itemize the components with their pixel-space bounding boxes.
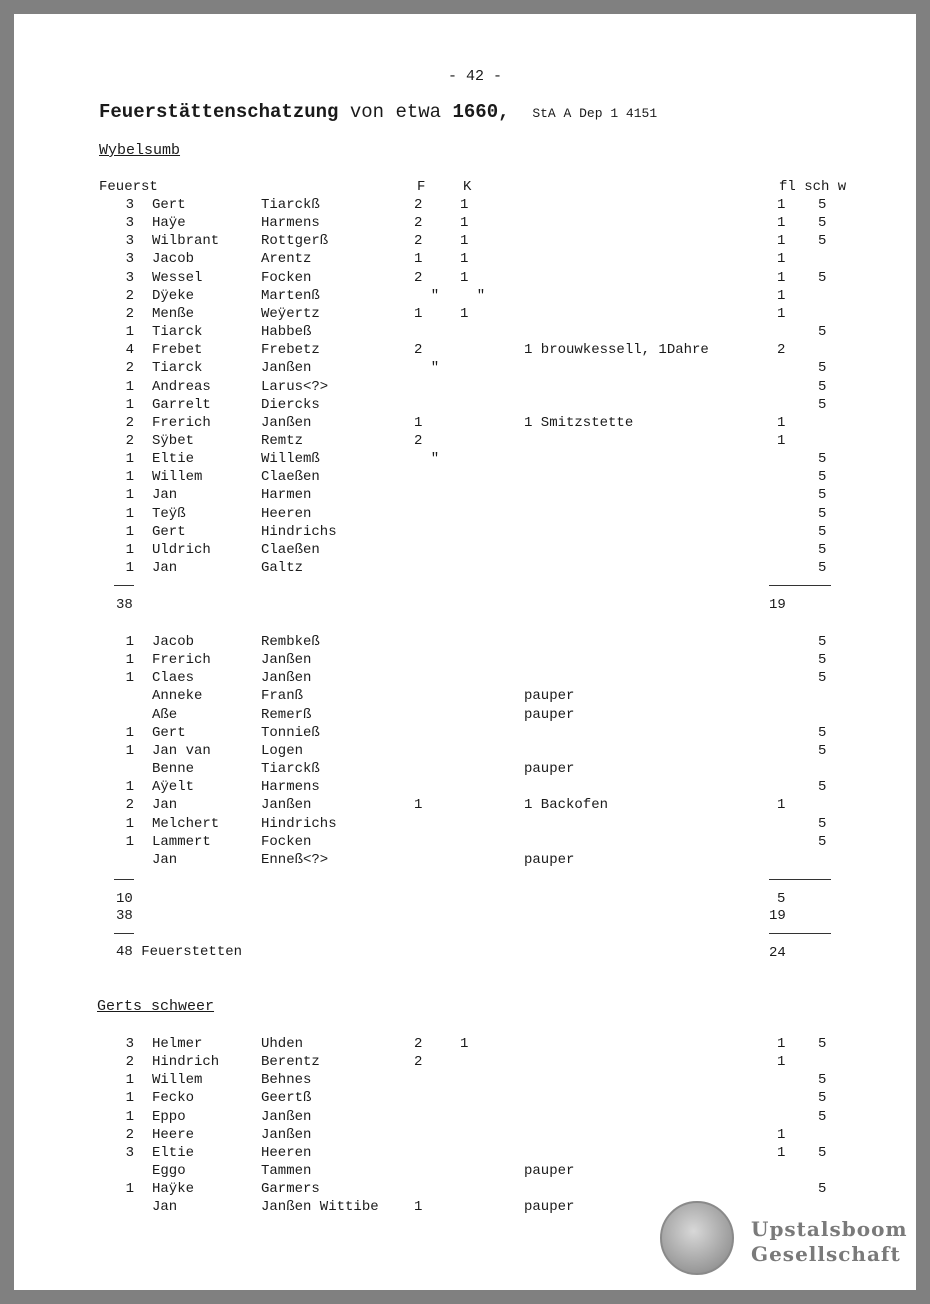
cell-last: Heeren xyxy=(261,505,312,522)
title-year: 1660, xyxy=(452,101,510,123)
cell-first: Sÿbet xyxy=(152,432,195,449)
cell-last: Weÿertz xyxy=(261,305,320,322)
page-number: - 42 - xyxy=(448,68,503,85)
cell-last: Harmens xyxy=(261,779,320,796)
seal-logo-image xyxy=(660,1201,734,1275)
title-connector: von etwa xyxy=(349,101,442,123)
cell-sch: 5 xyxy=(818,396,827,413)
cell-first: Helmer xyxy=(152,1036,203,1052)
cell-first: Jan van xyxy=(152,742,211,759)
subtotal-b1-fl: 5 xyxy=(777,891,786,907)
cell-note: 1 Smitzstette xyxy=(524,414,634,431)
cell-first: Haÿke xyxy=(152,1181,195,1198)
rule-left xyxy=(114,933,134,934)
cell-first: Fecko xyxy=(152,1090,195,1107)
cell-fl: 1 xyxy=(777,414,786,431)
cell-note: pauper xyxy=(524,706,575,723)
cell-sch: 5 xyxy=(818,1072,827,1089)
cell-last: Tiarckß xyxy=(261,761,320,778)
cell-first: Aÿelt xyxy=(152,779,195,796)
cell-f: " xyxy=(414,451,440,468)
table-row xyxy=(14,523,916,541)
cell-n: 3 xyxy=(125,215,134,232)
cell-last: Janßen xyxy=(261,1108,312,1125)
cell-k: 1 xyxy=(460,197,469,213)
document-page xyxy=(14,14,916,1290)
table-row xyxy=(14,396,916,414)
table-row xyxy=(14,1035,916,1053)
cell-first: Garrelt xyxy=(152,396,211,413)
cell-last: Geertß xyxy=(261,1090,312,1107)
cell-n: 1 xyxy=(125,742,134,759)
cell-last: Janßen xyxy=(261,414,312,431)
table-row xyxy=(14,1198,916,1216)
cell-last: Focken xyxy=(261,269,312,286)
cell-last: Garmers xyxy=(261,1181,320,1198)
cell-k: 1 xyxy=(460,305,469,322)
cell-last: Frebetz xyxy=(261,342,320,359)
cell-n: 3 xyxy=(125,251,134,268)
cell-sch: 5 xyxy=(818,779,827,796)
cell-last: Claeßen xyxy=(261,469,320,486)
cell-first: Heere xyxy=(152,1126,195,1143)
cell-first: Teÿß xyxy=(152,505,186,522)
total-label: Feuerstetten xyxy=(141,944,243,960)
cell-last: Janßen xyxy=(261,797,312,814)
table-row xyxy=(14,796,916,814)
cell-first: Gert xyxy=(152,724,186,741)
cell-sch: 5 xyxy=(818,670,827,687)
cell-first: Jan xyxy=(152,851,178,868)
cell-first: Anneke xyxy=(152,688,203,705)
cell-f: " xyxy=(414,360,440,377)
cell-last: Habbeß xyxy=(261,324,312,341)
header-k: K xyxy=(463,179,472,195)
table-row xyxy=(14,1126,916,1144)
cell-first: Benne xyxy=(152,761,195,778)
cell-k: 1 xyxy=(460,215,469,232)
cell-fl: 1 xyxy=(777,233,786,250)
cell-note: 1 Backofen xyxy=(524,797,609,814)
table-row xyxy=(14,196,916,214)
table-row xyxy=(14,760,916,778)
cell-n: 2 xyxy=(125,1054,134,1071)
cell-fl: 1 xyxy=(777,197,786,213)
table-row xyxy=(14,323,916,341)
cell-sch: 5 xyxy=(818,324,827,341)
cell-f: 2 xyxy=(414,1054,423,1071)
cell-f: 1 xyxy=(414,251,423,268)
cell-first: Melchert xyxy=(152,815,220,832)
table-row xyxy=(14,1162,916,1180)
cell-first: Claes xyxy=(152,670,195,687)
section-title-gerts-schweer: Gerts schweer xyxy=(97,998,215,1015)
table-row xyxy=(14,414,916,432)
table-row xyxy=(14,505,916,523)
cell-note: pauper xyxy=(524,688,575,705)
cell-first: Haÿe xyxy=(152,215,186,232)
table-row xyxy=(14,305,916,323)
table-row xyxy=(14,724,916,742)
cell-first: Eppo xyxy=(152,1108,186,1125)
table-row xyxy=(14,742,916,760)
cell-fl: 1 xyxy=(777,432,786,449)
cell-last: Rottgerß xyxy=(261,233,329,250)
cell-n: 1 xyxy=(125,487,134,504)
cell-first: Tiarck xyxy=(152,324,203,341)
table-row xyxy=(14,1089,916,1107)
cell-last: Enneß<?> xyxy=(261,851,329,868)
table-row xyxy=(14,468,916,486)
table-row xyxy=(14,214,916,232)
cell-n: 1 xyxy=(125,1108,134,1125)
rule-right xyxy=(769,879,831,880)
cell-sch: 5 xyxy=(818,197,827,213)
cell-last: Janßen xyxy=(261,1126,312,1143)
cell-n: 1 xyxy=(125,634,134,650)
rule-left xyxy=(114,585,134,586)
cell-sch: 5 xyxy=(818,815,827,832)
cell-sch: 5 xyxy=(818,1181,827,1198)
cell-last: Janßen xyxy=(261,670,312,687)
cell-first: Uldrich xyxy=(152,541,211,558)
cell-n: 3 xyxy=(125,1036,134,1052)
cell-first: Frebet xyxy=(152,342,203,359)
cell-n: 1 xyxy=(125,451,134,468)
cell-last: Uhden xyxy=(261,1036,304,1052)
cell-n: 1 xyxy=(125,652,134,669)
cell-note: pauper xyxy=(524,851,575,868)
cell-n: 2 xyxy=(125,1126,134,1143)
cell-first: Gert xyxy=(152,197,186,213)
table-row xyxy=(14,833,916,851)
cell-n: 1 xyxy=(125,815,134,832)
table-row xyxy=(14,541,916,559)
cell-first: Jacob xyxy=(152,634,195,650)
cell-sch: 5 xyxy=(818,742,827,759)
cell-f: " xyxy=(414,287,440,304)
cell-n: 1 xyxy=(125,724,134,741)
cell-last: Heeren xyxy=(261,1144,312,1161)
cell-n: 1 xyxy=(125,779,134,796)
table-row xyxy=(14,378,916,396)
table-row xyxy=(14,287,916,305)
cell-first: Dÿeke xyxy=(152,287,195,304)
table-row xyxy=(14,1071,916,1089)
cell-last: Hindrichs xyxy=(261,815,337,832)
rule-right xyxy=(769,933,831,934)
cell-last: Franß xyxy=(261,688,304,705)
cell-first: Lammert xyxy=(152,833,211,850)
cell-sch: 5 xyxy=(818,541,827,558)
cell-n: 3 xyxy=(125,1144,134,1161)
cell-n: 3 xyxy=(125,269,134,286)
cell-sch: 5 xyxy=(818,1090,827,1107)
title-source: StA A Dep 1 4151 xyxy=(532,106,658,121)
cell-last: Behnes xyxy=(261,1072,312,1089)
subtotal-b2-count: 38 xyxy=(116,908,133,924)
cell-fl: 1 xyxy=(777,251,786,268)
table-row xyxy=(14,450,916,468)
cell-sch: 5 xyxy=(818,833,827,850)
table-row xyxy=(14,633,916,651)
cell-sch: 5 xyxy=(818,233,827,250)
cell-last: Claeßen xyxy=(261,541,320,558)
cell-first: Jacob xyxy=(152,251,195,268)
table-row xyxy=(14,669,916,687)
cell-f: 2 xyxy=(414,342,423,359)
cell-fl: 1 xyxy=(777,797,786,814)
cell-last: Larus<?> xyxy=(261,378,329,395)
cell-first: Jan xyxy=(152,1199,178,1216)
total-fl: 24 xyxy=(769,945,786,961)
cell-first: Aße xyxy=(152,706,178,723)
table-row xyxy=(14,1053,916,1071)
cell-note: pauper xyxy=(524,1163,575,1180)
cell-first: Gert xyxy=(152,523,186,540)
cell-f: 1 xyxy=(414,1199,423,1216)
cell-n: 2 xyxy=(125,360,134,377)
cell-f: 2 xyxy=(414,215,423,232)
cell-last: Focken xyxy=(261,833,312,850)
cell-first: Frerich xyxy=(152,414,211,431)
table-row xyxy=(14,1144,916,1162)
table-row xyxy=(14,706,916,724)
table-row xyxy=(14,341,916,359)
cell-n: 1 xyxy=(125,541,134,558)
cell-sch: 5 xyxy=(818,487,827,504)
cell-n: 2 xyxy=(125,287,134,304)
section-title-wybelsumb: Wybelsumb xyxy=(99,142,181,159)
table-row xyxy=(14,432,916,450)
cell-k: 1 xyxy=(460,1036,469,1052)
cell-note: pauper xyxy=(524,761,575,778)
cell-sch: 5 xyxy=(818,215,827,232)
cell-n: 2 xyxy=(125,414,134,431)
cell-first: Frerich xyxy=(152,652,211,669)
header-fl-sch-w: fl sch w xyxy=(779,179,847,195)
cell-k: 1 xyxy=(460,269,469,286)
cell-sch: 5 xyxy=(818,724,827,741)
rule-left xyxy=(114,879,134,880)
cell-n: 1 xyxy=(125,523,134,540)
cell-first: Eltie xyxy=(152,451,195,468)
cell-n: 1 xyxy=(125,1090,134,1107)
cell-first: Wessel xyxy=(152,269,203,286)
cell-first: Eggo xyxy=(152,1163,186,1180)
cell-n: 1 xyxy=(125,505,134,522)
cell-last: Remerß xyxy=(261,706,312,723)
cell-first: Willem xyxy=(152,1072,203,1089)
cell-last: Martenß xyxy=(261,287,320,304)
cell-n: 1 xyxy=(125,324,134,341)
brand-line1: Upstalsboom xyxy=(751,1217,908,1241)
subtotal-a-count: 38 xyxy=(116,597,133,613)
table-row xyxy=(14,687,916,705)
cell-last: Janßen xyxy=(261,652,312,669)
cell-sch: 5 xyxy=(818,378,827,395)
cell-first: Jan xyxy=(152,487,178,504)
cell-note: 1 brouwkessell, 1Dahre xyxy=(524,342,709,359)
table-row xyxy=(14,778,916,796)
cell-n: 1 xyxy=(125,560,134,576)
cell-fl: 1 xyxy=(777,269,786,286)
cell-k: " xyxy=(460,287,486,304)
cell-last: Janßen Wittibe xyxy=(261,1199,379,1216)
cell-n: 2 xyxy=(125,432,134,449)
cell-fl: 1 xyxy=(777,1036,786,1052)
cell-last: Galtz xyxy=(261,560,304,576)
cell-last: Logen xyxy=(261,742,304,759)
title-main: Feuerstättenschatzung xyxy=(99,101,339,123)
cell-k: 1 xyxy=(460,251,469,268)
cell-fl: 1 xyxy=(777,215,786,232)
cell-fl: 1 xyxy=(777,305,786,322)
cell-sch: 5 xyxy=(818,451,827,468)
cell-n: 3 xyxy=(125,233,134,250)
table-row xyxy=(14,486,916,504)
cell-last: Tiarckß xyxy=(261,197,320,213)
cell-note: pauper xyxy=(524,1199,575,1216)
subtotal-b1-count: 10 xyxy=(116,891,133,907)
total-count: 48 xyxy=(116,944,133,960)
cell-f: 1 xyxy=(414,414,423,431)
cell-n: 2 xyxy=(125,305,134,322)
cell-sch: 5 xyxy=(818,652,827,669)
cell-first: Tiarck xyxy=(152,360,203,377)
subtotal-a-fl: 19 xyxy=(769,597,786,613)
cell-sch: 5 xyxy=(818,469,827,486)
cell-f: 2 xyxy=(414,432,423,449)
cell-first: Eltie xyxy=(152,1144,195,1161)
cell-last: Arentz xyxy=(261,251,312,268)
cell-sch: 5 xyxy=(818,1036,827,1052)
cell-last: Diercks xyxy=(261,396,320,413)
cell-first: Jan xyxy=(152,797,178,814)
cell-fl: 1 xyxy=(777,287,786,304)
cell-sch: 5 xyxy=(818,634,827,650)
cell-first: Willem xyxy=(152,469,203,486)
cell-last: Rembkeß xyxy=(261,634,320,650)
table-row xyxy=(14,815,916,833)
cell-last: Remtz xyxy=(261,432,304,449)
cell-fl: 2 xyxy=(777,342,786,359)
cell-f: 2 xyxy=(414,1036,423,1052)
header-f: F xyxy=(417,179,426,195)
cell-n: 1 xyxy=(125,469,134,486)
cell-n: 1 xyxy=(125,1181,134,1198)
table-row xyxy=(14,651,916,669)
cell-fl: 1 xyxy=(777,1144,786,1161)
header-feuerst: Feuerst xyxy=(99,179,158,195)
cell-f: 2 xyxy=(414,233,423,250)
cell-first: Andreas xyxy=(152,378,211,395)
cell-n: 1 xyxy=(125,396,134,413)
cell-sch: 5 xyxy=(818,360,827,377)
brand-line2: Gesellschaft xyxy=(751,1242,901,1266)
cell-last: Berentz xyxy=(261,1054,320,1071)
brand-logo-text xyxy=(751,1217,908,1267)
subtotal-b2-fl: 19 xyxy=(769,908,786,924)
cell-last: Harmens xyxy=(261,215,320,232)
total-line xyxy=(116,943,242,961)
table-row xyxy=(14,359,916,377)
table-row xyxy=(14,250,916,268)
cell-sch: 5 xyxy=(818,523,827,540)
cell-n: 4 xyxy=(125,342,134,359)
cell-sch: 5 xyxy=(818,505,827,522)
cell-sch: 5 xyxy=(818,560,827,576)
cell-first: Jan xyxy=(152,560,178,576)
cell-first: Wilbrant xyxy=(152,233,220,250)
cell-f: 2 xyxy=(414,269,423,286)
table-row xyxy=(14,559,916,577)
cell-n: 1 xyxy=(125,1072,134,1089)
table-row xyxy=(14,269,916,287)
cell-sch: 5 xyxy=(818,1108,827,1125)
table-row xyxy=(14,1108,916,1126)
table-row xyxy=(14,851,916,869)
cell-sch: 5 xyxy=(818,1144,827,1161)
cell-fl: 1 xyxy=(777,1054,786,1071)
cell-last: Tammen xyxy=(261,1163,312,1180)
cell-n: 3 xyxy=(125,197,134,213)
cell-sch: 5 xyxy=(818,269,827,286)
cell-first: Hindrich xyxy=(152,1054,220,1071)
cell-last: Tonnieß xyxy=(261,724,320,741)
cell-first: Menße xyxy=(152,305,195,322)
rule-right xyxy=(769,585,831,586)
cell-last: Harmen xyxy=(261,487,312,504)
cell-n: 1 xyxy=(125,378,134,395)
cell-f: 2 xyxy=(414,197,423,213)
document-title xyxy=(99,100,657,126)
cell-last: Willemß xyxy=(261,451,320,468)
cell-n: 2 xyxy=(125,797,134,814)
cell-n: 1 xyxy=(125,833,134,850)
cell-last: Hindrichs xyxy=(261,523,337,540)
cell-f: 1 xyxy=(414,797,423,814)
cell-fl: 1 xyxy=(777,1126,786,1143)
cell-k: 1 xyxy=(460,233,469,250)
table-row xyxy=(14,1180,916,1198)
cell-f: 1 xyxy=(414,305,423,322)
cell-n: 1 xyxy=(125,670,134,687)
table-row xyxy=(14,232,916,250)
cell-last: Janßen xyxy=(261,360,312,377)
